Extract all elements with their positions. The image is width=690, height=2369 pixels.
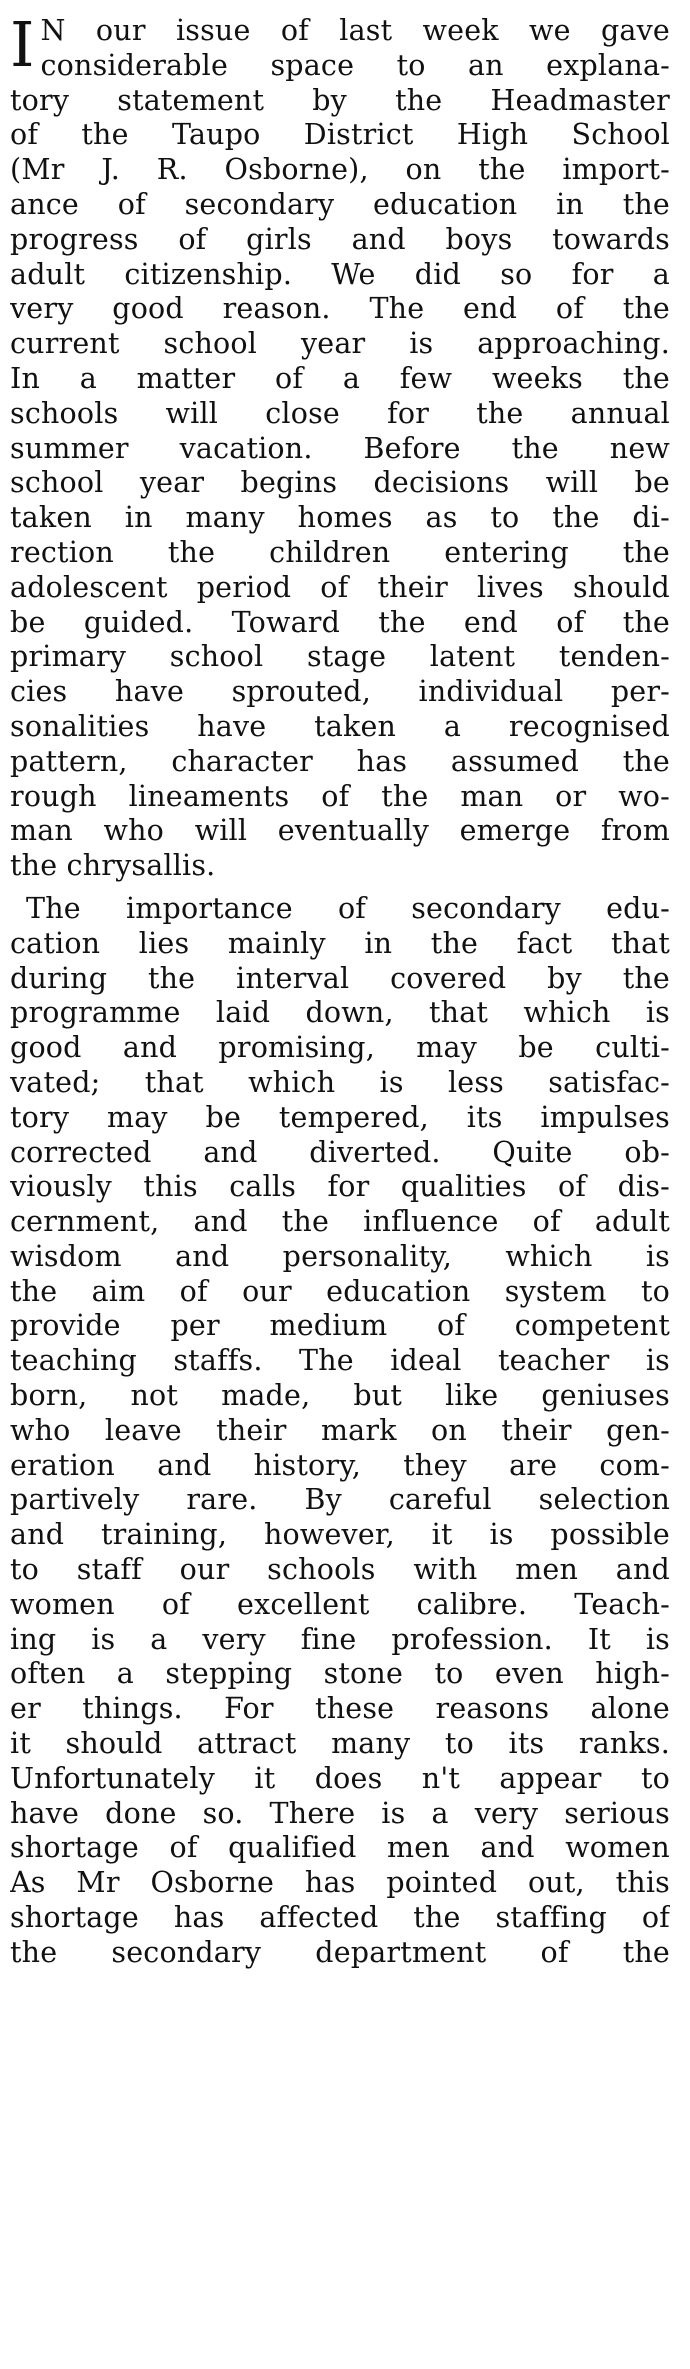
text-line: programme laid down, that which is <box>10 996 670 1030</box>
text-line: current school year is approaching. <box>10 327 670 361</box>
text-line: wisdom and personality, which is <box>10 1239 670 1273</box>
article-column <box>10 8 670 1971</box>
text-line: partively rare. By careful selection <box>10 1483 670 1517</box>
text-line: In a matter of a few weeks the <box>10 361 670 395</box>
text-line: cies have sprouted, individual per- <box>10 675 670 709</box>
text-line: ing is a very fine profession. It is <box>10 1622 670 1656</box>
text-line: the aim of our education system to <box>10 1274 670 1308</box>
text-line: viously this calls for qualities of dis- <box>10 1170 670 1204</box>
text-line: during the interval covered by the <box>10 961 670 995</box>
text-line: adult citizenship. We did so for a <box>10 257 670 291</box>
text-line: be guided. Toward the end of the <box>10 605 670 639</box>
text-line: er things. For these reasons alone <box>10 1692 670 1726</box>
drop-cap: I <box>10 8 35 81</box>
text-line: good and promising, may be culti- <box>10 1031 670 1065</box>
text-line: sonalities have taken a recognised <box>10 709 670 743</box>
text-line: very good reason. The end of the <box>10 292 670 326</box>
text-line: the secondary department of the <box>10 1935 670 1969</box>
paragraph-1 <box>10 8 670 884</box>
text-line: pattern, character has assumed the <box>10 744 670 778</box>
text-line: rough lineaments of the man or wo- <box>10 779 670 813</box>
text-line: cernment, and the influence of adult <box>10 1205 670 1239</box>
text-line: shortage of qualified men and women <box>10 1831 670 1865</box>
text-line: progress of girls and boys towards <box>10 222 670 256</box>
text-line: eration and history, they are com- <box>10 1448 670 1482</box>
text-line: tory statement by the Headmaster <box>10 83 670 117</box>
text-line: summer vacation. Before the new <box>10 431 670 465</box>
text-line: provide per medium of competent <box>10 1309 670 1343</box>
text-line: born, not made, but like geniuses <box>10 1379 670 1413</box>
text-line: teaching staffs. The ideal teacher is <box>10 1344 670 1378</box>
text-line: school year begins decisions will be <box>10 466 670 500</box>
text-line: (Mr J. R. Osborne), on the import- <box>10 153 670 187</box>
text-line: The importance of secondary edu- <box>26 891 670 925</box>
text-line: schools will close for the annual <box>10 396 670 430</box>
text-line: primary school stage latent tenden- <box>10 640 670 674</box>
text-line: N our issue of last week we gave <box>40 14 670 47</box>
text-line: man who will eventually emerge from <box>10 814 670 848</box>
text-line: to staff our schools with men and <box>10 1553 670 1587</box>
text-line: of the Taupo District High School <box>10 118 670 152</box>
text-line: and training, however, it is possible <box>10 1518 670 1552</box>
paragraph-3 <box>10 1762 670 1971</box>
text-line: vated; that which is less satisfac- <box>10 1065 670 1099</box>
text-line: have done so. There is a very serious <box>10 1796 670 1830</box>
text-line: taken in many homes as to the di- <box>10 501 670 535</box>
text-line: women of excellent calibre. Teach- <box>10 1587 670 1621</box>
text-line: Unfortunately it does n't appear to <box>10 1761 670 1795</box>
text-line: often a stepping stone to even high- <box>10 1657 670 1691</box>
text-line: the chrysallis. <box>10 849 216 883</box>
paragraph-2 <box>10 892 670 1762</box>
text-line: corrected and diverted. Quite ob- <box>10 1135 670 1169</box>
text-line: considerable space to an explana- <box>40 48 670 82</box>
text-line: rection the children entering the <box>10 535 670 569</box>
text-line: ance of secondary education in the <box>10 187 670 221</box>
text-line: adolescent period of their lives should <box>10 570 670 604</box>
text-line: cation lies mainly in the fact that <box>10 926 670 960</box>
text-line: shortage has affected the staffing of <box>10 1901 670 1935</box>
text-line: tory may be tempered, its impulses <box>10 1100 670 1134</box>
text-line: who leave their mark on their gen- <box>10 1413 670 1447</box>
text-line: it should attract many to its ranks. <box>10 1727 670 1761</box>
text-line: As Mr Osborne has pointed out, this <box>10 1866 670 1900</box>
